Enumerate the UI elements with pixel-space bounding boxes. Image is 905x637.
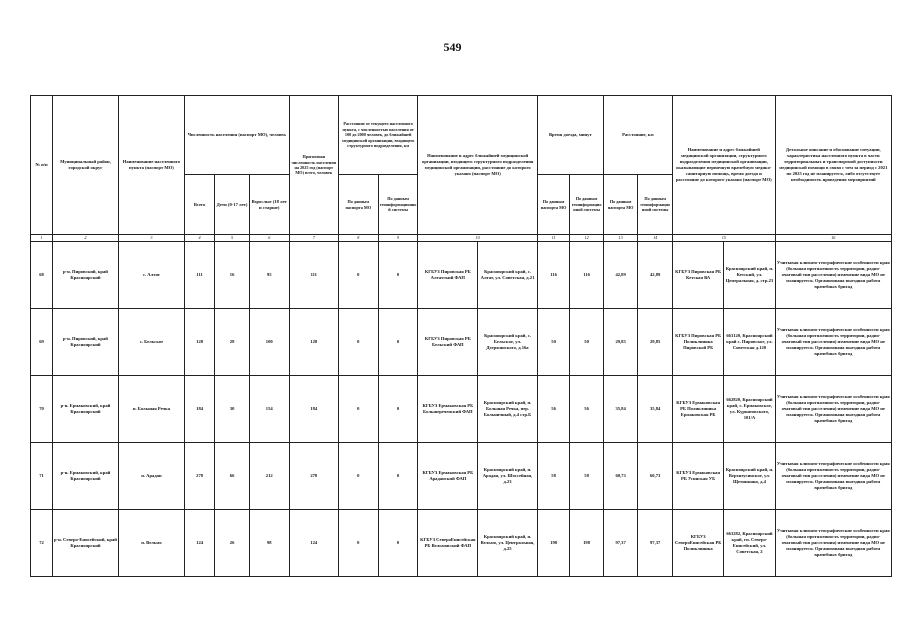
row-org-name: КГБУЗ СевероЕнисейская РБ Вельмовский ФАП	[418, 510, 478, 577]
row-km-geo: 35,84	[638, 376, 673, 443]
row-note: Учитывая климато-географические особенности края (большая протяженность территории, радио-очаговый тип расселения) изменение вида МО не планируется. Организована выездная работа врачебных бригад	[775, 376, 891, 443]
header-dist-passport: По данным паспорта МО	[338, 175, 378, 235]
column-number: 4	[184, 235, 214, 242]
row-num: 72	[31, 510, 53, 577]
row-time-passport: 116	[537, 242, 569, 309]
column-number: 16	[775, 235, 891, 242]
column-number: 12	[570, 235, 604, 242]
row-pop-adults: 154	[249, 376, 289, 443]
row-time-geo: 56	[570, 376, 604, 443]
row-district: р-н. Пировский, край Красноярский	[52, 242, 118, 309]
column-number: 1	[31, 235, 53, 242]
table-header	[31, 96, 892, 242]
row-pop-total: 184	[184, 376, 214, 443]
row-forecast: 278	[289, 443, 338, 510]
row-pop-adults: 100	[249, 309, 289, 376]
row-time-passport: 56	[537, 376, 569, 443]
row-org-name: КГБУЗ Пировская РБ Алтатский ФАП	[418, 242, 478, 309]
row-pop-total: 124	[184, 510, 214, 577]
row-dist-passport: 0	[338, 510, 378, 577]
row-district: р-н. Ермаковский, край Красноярский	[52, 443, 118, 510]
row-pop-adults: 212	[249, 443, 289, 510]
table-row	[31, 510, 892, 577]
row-num: 71	[31, 443, 53, 510]
row-sub-name: КГБУЗ Ермаковская РБ Усинская УБ	[672, 443, 723, 510]
row-pop-adults: 98	[249, 510, 289, 577]
row-district: р-н. Ермаковский, край Красноярский	[52, 376, 118, 443]
row-km-passport: 97,37	[603, 510, 638, 577]
header-locality: Наименование населенного пункта (паспорт МО)	[118, 96, 184, 235]
row-note: Учитывая климато-географические особенности края (большая протяженность территории, радио-очаговый тип расселения) изменение вида МО не планируется. Организована выездная работа врачебных бригад	[775, 510, 891, 577]
row-km-passport: 60,73	[603, 443, 638, 510]
row-dist-passport: 0	[338, 242, 378, 309]
header-num: № п/п	[31, 96, 53, 235]
column-number: 15	[672, 235, 775, 242]
column-number: 2	[52, 235, 118, 242]
row-dist-geo: 0	[378, 309, 418, 376]
header-distance-km: Расстояние, км	[603, 96, 672, 175]
row-sub-name: КГБУЗ Пировская РБ Поликлиника Пировской РБ	[672, 309, 723, 376]
row-locality: п. Арадан	[118, 443, 184, 510]
row-forecast: 184	[289, 376, 338, 443]
row-sub-address: Красноярский край, п. Кетский, ул. Центральная, д. стр.23	[724, 242, 775, 309]
row-org-address: Красноярский край, п. Вельмо, ул. Центральная, д.25	[478, 510, 538, 577]
row-dist-passport: 0	[338, 376, 378, 443]
row-sub-name: КГБУЗ Пировская РБ Кетская ВА	[672, 242, 723, 309]
row-org-address: Красноярский край, п. Большая Речка, пер. Больничный, д.4 стр.Б	[478, 376, 538, 443]
row-note: Учитывая климато-географические особенности края (большая протяженность территории, радио-очаговый тип расселения) изменение вида МО не планируется. Организована выездная работа врачебных бригад	[775, 242, 891, 309]
header-pop-adults: Взрослые (18 лет и старше)	[249, 175, 289, 235]
data-table	[30, 95, 892, 577]
row-org-address: Красноярский край, с. Бельское, ул. Дзержинского, д.16а	[478, 309, 538, 376]
table-body	[31, 242, 892, 577]
header-time-passport: По данным паспорта МО	[537, 175, 569, 235]
header-population: Численность населения (паспорт МО), человек	[184, 96, 289, 175]
row-locality: п. Большая Речка	[118, 376, 184, 443]
row-forecast: 124	[289, 510, 338, 577]
row-note: Учитывая климато-географические особенности края (большая протяженность территории, радио-очаговый тип расселения) изменение вида МО не планируется. Организована выездная работа врачебных бригад	[775, 309, 891, 376]
row-dist-geo: 0	[378, 376, 418, 443]
row-note: Учитывая климато-географические особенности края (большая протяженность территории, радио-очаговый тип расселения) изменение вида МО не планируется. Организована выездная работа врачебных бригад	[775, 443, 891, 510]
column-number: 9	[378, 235, 418, 242]
row-sub-name: КГБУЗ Ермаковская РБ Поликлиника Ермаковская РБ	[672, 376, 723, 443]
row-sub-address: 662820, Красноярский край, с. Ермаковское, ул. Курнатовского, 101/А	[724, 376, 775, 443]
row-org-address: Красноярский край, п. Арадан, ул. Шоссейная, д.23	[478, 443, 538, 510]
header-km-passport: По данным паспорта МО	[603, 175, 638, 235]
row-pop-children: 26	[215, 510, 250, 577]
header-distance-group: Расстояние от текущего населенного пункта, с численностью населения от 100 до 2000 человек, до ближайшей медицинской организации, входящего структурного подразделения, км	[338, 96, 418, 175]
row-time-geo: 58	[570, 443, 604, 510]
header-km-geo: По данным геоинформационной системы	[638, 175, 673, 235]
column-number: 3	[118, 235, 184, 242]
row-dist-geo: 0	[378, 443, 418, 510]
header-pop-children: Дети (0-17 лет)	[215, 175, 250, 235]
row-dist-geo: 0	[378, 242, 418, 309]
column-number: 7	[289, 235, 338, 242]
row-locality: с. Алтат	[118, 242, 184, 309]
column-number: 8	[338, 235, 378, 242]
table-row	[31, 309, 892, 376]
header-detail: Детальное описание и обоснование ситуации, характеристика населенного пункта в части территориальных и транспортной доступности медицинской помощи в связи с чем за период с 2021 по 2025 год не планируется, либо отсутствует необходимость проведения мероприятий	[775, 96, 891, 235]
row-locality: п. Вельмо	[118, 510, 184, 577]
column-number: 11	[537, 235, 569, 242]
row-pop-total: 128	[184, 309, 214, 376]
row-km-geo: 60,73	[638, 443, 673, 510]
row-time-geo: 198	[570, 510, 604, 577]
row-km-passport: 29,85	[603, 309, 638, 376]
row-sub-address: Красноярский край, п. Верхнеусинское, ул. Щетинкина, д.4	[724, 443, 775, 510]
row-pop-children: 16	[215, 242, 250, 309]
header-travel-time: Время доезда, минут	[537, 96, 603, 175]
row-district: р-н. Северо-Енисейский, край Красноярский	[52, 510, 118, 577]
header-time-geo: По данным геоинформационной системы	[570, 175, 604, 235]
row-km-passport: 42,89	[603, 242, 638, 309]
row-forecast: 128	[289, 309, 338, 376]
row-km-geo: 29,85	[638, 309, 673, 376]
row-sub-name: КГБУЗ СевероЕнисейская РБ Поликлиника	[672, 510, 723, 577]
row-km-geo: 42,89	[638, 242, 673, 309]
table-row	[31, 242, 892, 309]
header-forecast: Прогнозная численность населения на 2025 год (паспорт МО) всего, человек	[289, 96, 338, 235]
table-row	[31, 376, 892, 443]
column-numbers-row	[31, 235, 892, 242]
header-nearest-sub: Наименование и адрес ближайшей медицинской организации, структурного подразделения медицинской организации, оказывающие первичную врачебную медико-санитарную помощь, время доезда и расстояние до которого указано (паспорт МО)	[672, 96, 775, 235]
row-pop-total: 278	[184, 443, 214, 510]
row-org-name: КГБУЗ Пировская РБ Бельский ФАП	[418, 309, 478, 376]
row-locality: с. Бельское	[118, 309, 184, 376]
header-district: Муниципальный район, городской округ	[52, 96, 118, 235]
row-sub-address: 663282, Красноярский край, гп. Северо-Енисейский, ул. Советская, 2	[724, 510, 775, 577]
row-time-geo: 116	[570, 242, 604, 309]
page-number: 549	[443, 40, 462, 54]
column-number: 10	[418, 235, 537, 242]
column-number: 13	[603, 235, 638, 242]
row-num: 68	[31, 242, 53, 309]
row-district: р-н. Пировский, край Красноярский	[52, 309, 118, 376]
column-number: 5	[215, 235, 250, 242]
row-dist-passport: 0	[338, 443, 378, 510]
header-pop-total: Всего	[184, 175, 214, 235]
row-km-passport: 35,84	[603, 376, 638, 443]
row-num: 70	[31, 376, 53, 443]
row-km-geo: 97,37	[638, 510, 673, 577]
row-pop-adults: 95	[249, 242, 289, 309]
row-pop-children: 28	[215, 309, 250, 376]
row-time-passport: 198	[537, 510, 569, 577]
row-sub-address: 663120, Красноярский край с. Пировское, ул. Советская д.120	[724, 309, 775, 376]
row-dist-passport: 0	[338, 309, 378, 376]
table-row	[31, 443, 892, 510]
row-dist-geo: 0	[378, 510, 418, 577]
row-forecast: 111	[289, 242, 338, 309]
row-pop-children: 30	[215, 376, 250, 443]
row-time-passport: 58	[537, 443, 569, 510]
row-org-name: КГБУЗ Ермаковская РБ Большереченский ФАП	[418, 376, 478, 443]
column-number: 14	[638, 235, 673, 242]
row-pop-total: 111	[184, 242, 214, 309]
row-time-passport: 50	[537, 309, 569, 376]
row-time-geo: 50	[570, 309, 604, 376]
header-dist-geo: По данным геоинформационной системы	[378, 175, 418, 235]
column-number: 6	[249, 235, 289, 242]
row-org-name: КГБУЗ Ермаковская РБ Араданский ФАП	[418, 443, 478, 510]
header-nearest-mo: Наименование и адрес ближайшей медицинской организации, входящего структурного подразделения медицинской организации, расстояние до которого указано (паспорт МО)	[418, 96, 537, 235]
row-num: 69	[31, 309, 53, 376]
row-org-address: Красноярский край, с. Алтат, ул. Советская, д.21	[478, 242, 538, 309]
row-pop-children: 66	[215, 443, 250, 510]
